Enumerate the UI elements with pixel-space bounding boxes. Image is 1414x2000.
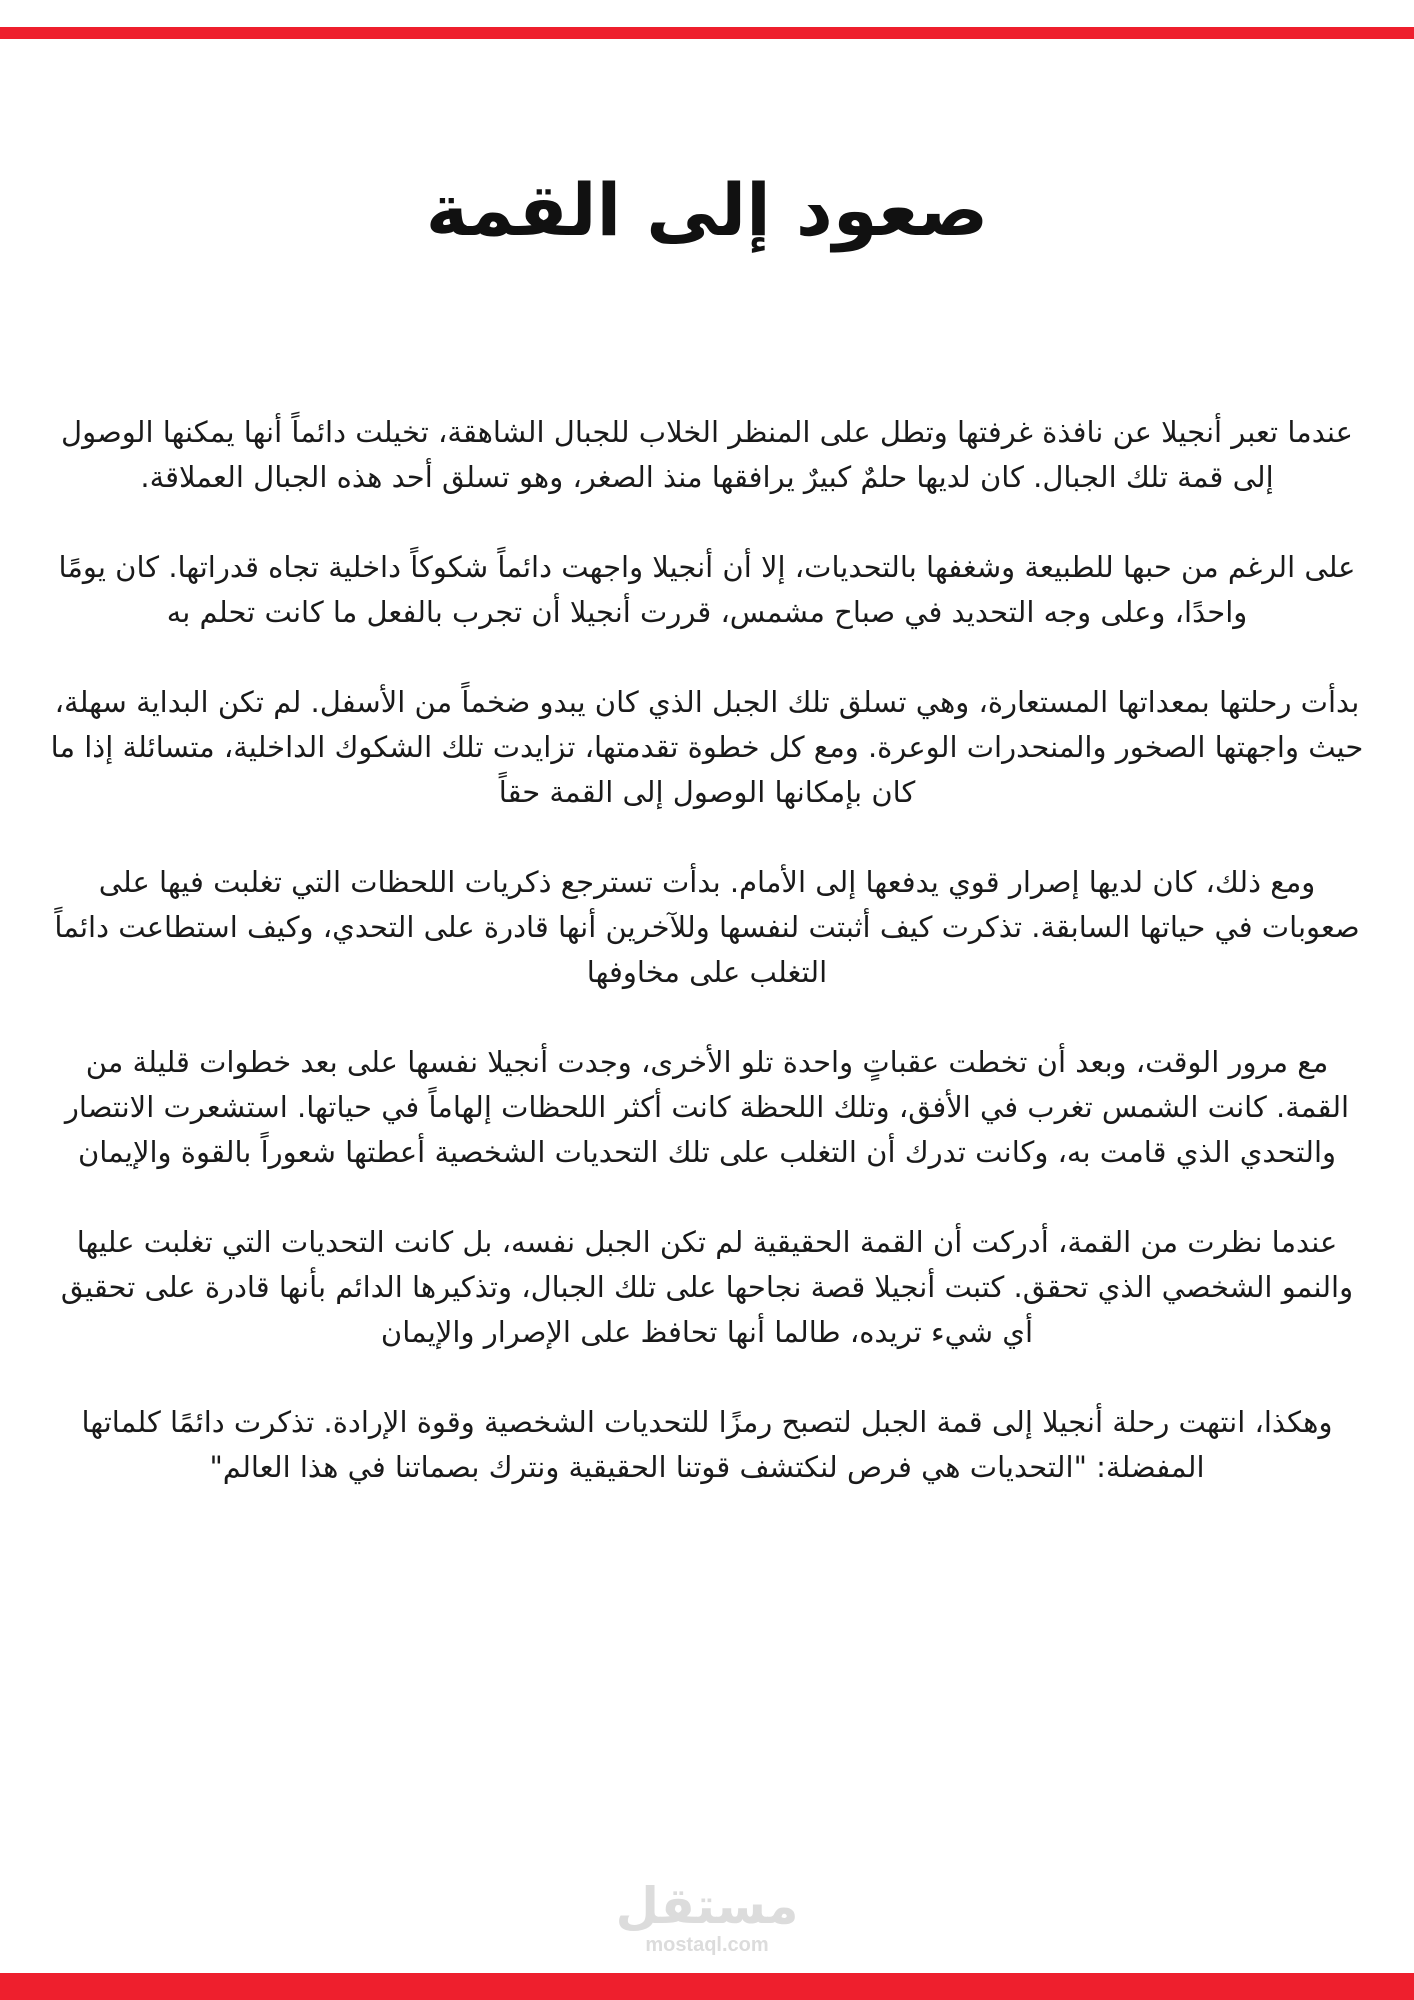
paragraph-4: ومع ذلك، كان لديها إصرار قوي يدفعها إلى الأمام. بدأت تسترجع ذكريات اللحظات التي تغلبت فيها على صعوبات في حياتها السابقة. تذكرت كيف أثبتت لنفسها وللآخرين أنها قادرة على التحدي، وكيف استطاعت دائماً التغلب على مخاوفها (54, 865, 1360, 989)
paragraph-6: عندما نظرت من القمة، أدركت أن القمة الحقيقية لم تكن الجبل نفسه، بل كانت التحديات التي تغلبت عليها والنمو الشخصي الذي تحقق. كتبت أنجيلا قصة نجاحها على تلك الجبال، وتذكيرها الدائم بأنها قادرة على تحقيق أي شيء تريده، طالما أنها تحافظ على الإصرار والإيمان (60, 1225, 1354, 1349)
story-body (50, 410, 1364, 1535)
paragraph-7: وهكذا، انتهت رحلة أنجيلا إلى قمة الجبل لتصبح رمزًا للتحديات الشخصية وقوة الإرادة. تذكرت دائمًا كلماتها المفضلة: "التحديات هي فرص لنكتشف قوتنا الحقيقية ونترك بصماتنا في هذا العالم" (81, 1405, 1333, 1484)
watermark-logo: مستقل (615, 1877, 799, 1935)
paragraph-3: بدأت رحلتها بمعداتها المستعارة، وهي تسلق تلك الجبل الذي كان يبدو ضخماً من الأسفل. لم تكن البداية سهلة، حيث واجهتها الصخور والمنحدرات الوعرة. ومع كل خطوة تقدمتها، تزايدت تلك الشكوك الداخلية، متسائلة إذا ما كان بإمكانها الوصول إلى القمة حقاً (50, 685, 1364, 809)
watermark-url: mostaql.com (645, 1934, 769, 1956)
paragraph-1: عندما تعبر أنجيلا عن نافذة غرفتها وتطل على المنظر الخلاب للجبال الشاهقة، تخيلت دائماً أنها يمكنها الوصول إلى قمة تلك الجبال. كان لديها حلمٌ كبيرٌ يرافقها منذ الصغر، وهو تسلق أحد هذه الجبال العملاقة. (61, 415, 1353, 494)
top-accent-bar (0, 27, 1414, 39)
page-title: صعود إلى القمة (425, 168, 989, 252)
mostaql-watermark (557, 1878, 857, 1956)
bottom-accent-bar (0, 1973, 1414, 2000)
paragraph-2: على الرغم من حبها للطبيعة وشغفها بالتحديات، إلا أن أنجيلا واجهت دائماً شكوكاً داخلية تجاه قدراتها. كان يومًا واحدًا، وعلى وجه التحديد في صباح مشمس، قررت أنجيلا أن تجرب بالفعل ما كانت تحلم به (58, 550, 1356, 629)
paragraph-5: مع مرور الوقت، وبعد أن تخطت عقباتٍ واحدة تلو الأخرى، وجدت أنجيلا نفسها على بعد خطوات قليلة من القمة. كانت الشمس تغرب في الأفق، وتلك اللحظة كانت أكثر اللحظات إلهاماً في حياتها. استشعرت الانتصار والتحدي الذي قامت به، وكانت تدرك أن التغلب على تلك التحديات الشخصية أعطتها شعوراً بالقوة والإيمان (64, 1045, 1350, 1169)
